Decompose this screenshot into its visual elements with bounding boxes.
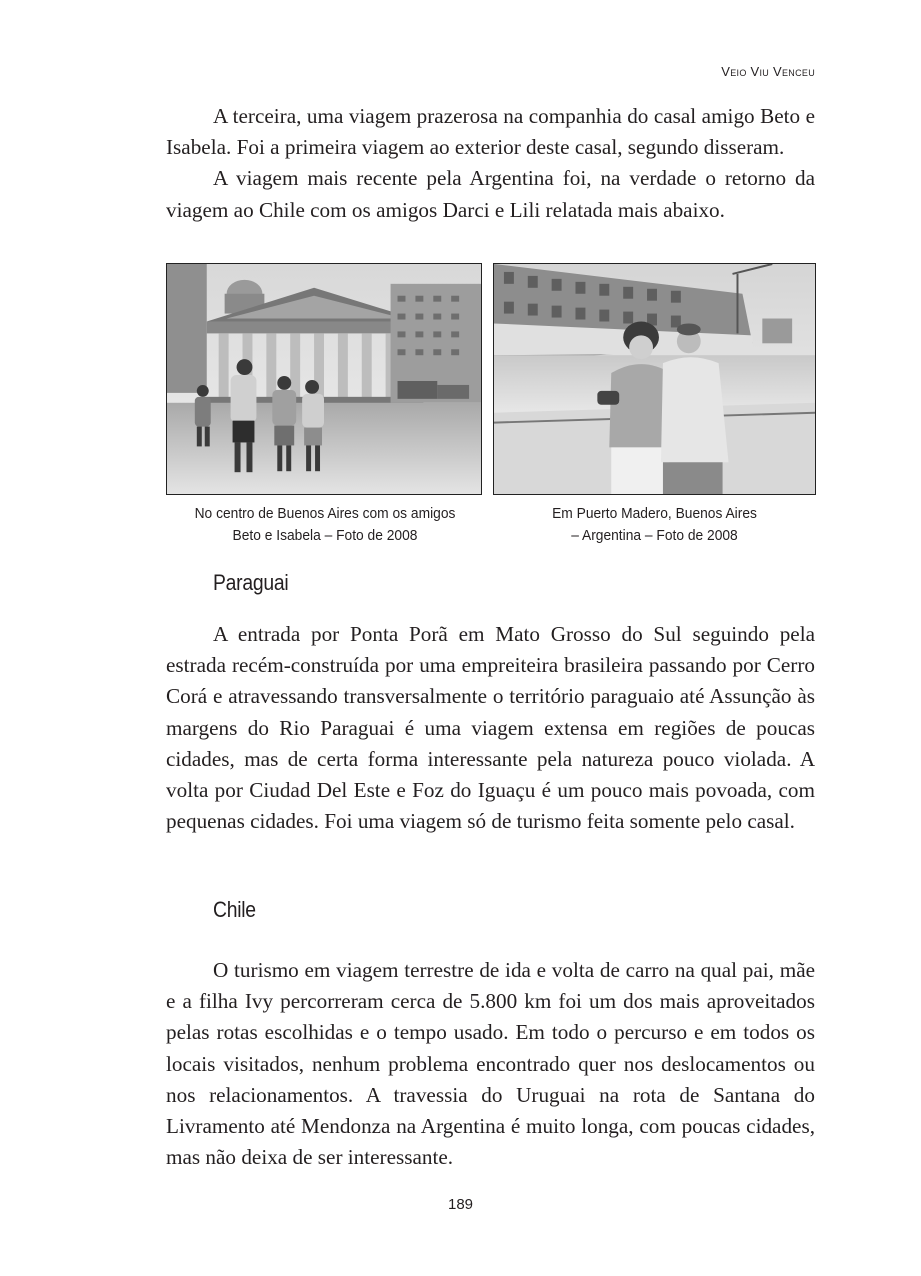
caption-line: No centro de Buenos Aires com os amigos — [194, 505, 456, 522]
cathedral-photo-icon — [167, 264, 481, 494]
running-head: Veio Viu Venceu — [721, 64, 815, 79]
photo-caption — [506, 503, 803, 547]
section-text-paraguai — [166, 619, 815, 837]
paragraph: A entrada por Ponta Porã em Mato Grosso do Sul seguindo pela estrada recém-construída por uma empreiteira brasileira passando por Cerro Corá e atravessando transversalmente o território paraguaio até Assunção às margens do Rio Paraguai é uma viagem extensa em regiões de poucas cidades, mas de certa forma interessante pela natureza pouco violada. A volta por Ciudad Del Este e Foz do Iguaçu é um pouco mais povoada, com pequenas cidades. Foi uma viagem só de turismo feita somente pelo casal. — [166, 622, 815, 834]
section-text-chile — [166, 955, 815, 1173]
intro-text — [166, 101, 815, 226]
paragraph: A terceira, uma viagem prazerosa na companhia do casal amigo Beto e Isabela. Foi a primeira viagem ao exterior deste casal, segundo disseram. — [166, 104, 815, 160]
caption-line: Em Puerto Madero, Buenos Aires — [552, 505, 757, 522]
paragraph: O turismo em viagem terrestre de ida e volta de carro na qual pai, mãe e a filha Ivy percorreram cerca de 5.800 km foi um dos mais aproveitados pelas rotas escolhidas e o tempo usado. Em todo o percurso e em todos os locais visitados, nenhum problema encontrado quer nos deslocamentos ou nos relacionamentos. A travessia do Uruguai na rota de Santana do Livramento até Mendonza na Argentina é muito longa, com poucas cidades, mas não deixa de ser interessante. — [166, 958, 815, 1170]
section-heading-chile: Chile — [213, 897, 256, 922]
paragraph: A viagem mais recente pela Argentina foi, na verdade o retorno da viagem ao Chile com os amigos Darci e Lili relatada mais abaixo. — [166, 166, 815, 222]
photo-caption — [173, 503, 477, 547]
photo-buenos-aires-cathedral — [166, 263, 482, 495]
page-number: 189 — [447, 1196, 474, 1213]
puerto-madero-photo-icon — [494, 264, 815, 494]
section-heading-paraguai: Paraguai — [213, 570, 289, 595]
photo-puerto-madero — [493, 263, 816, 495]
caption-line: – Argentina – Foto de 2008 — [571, 527, 738, 544]
caption-line: Beto e Isabela – Foto de 2008 — [232, 527, 418, 544]
